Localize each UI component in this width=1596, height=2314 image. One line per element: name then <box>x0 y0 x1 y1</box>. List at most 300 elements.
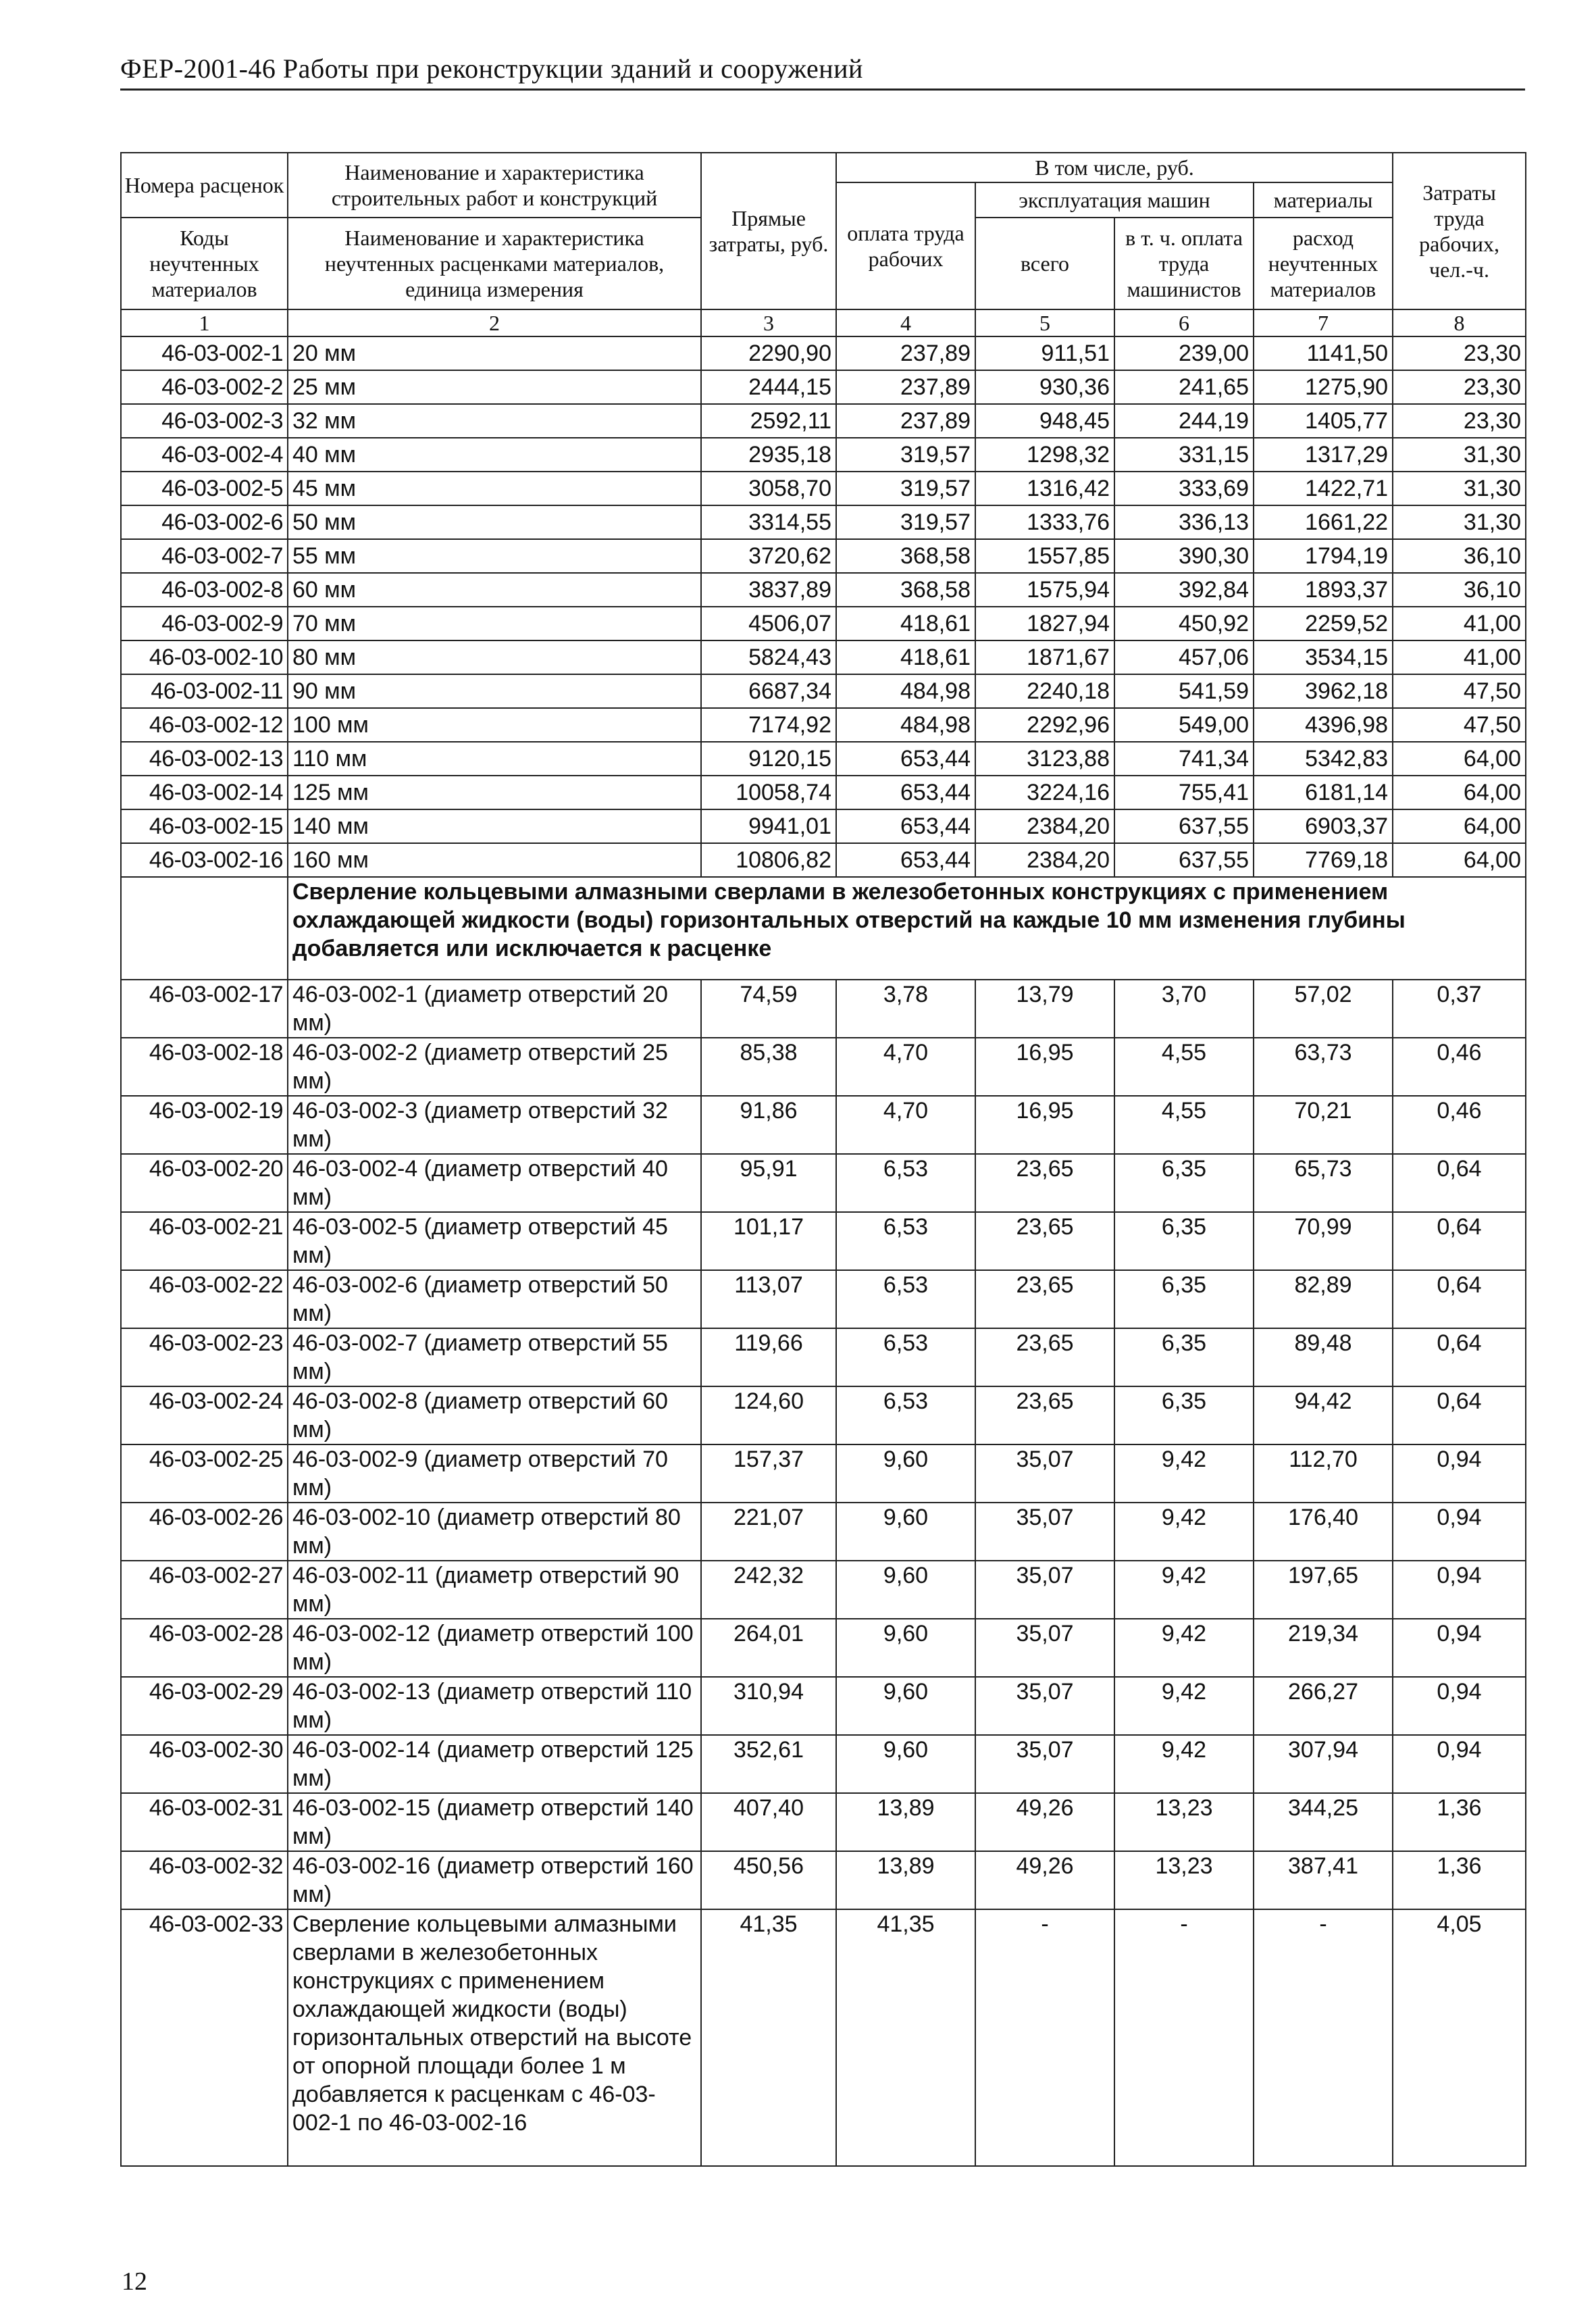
labor-hours: 41,00 <box>1393 640 1526 674</box>
header-materials: материалы <box>1254 182 1393 218</box>
header-operator-wage: в т. ч. оплата труда машинистов <box>1114 218 1254 309</box>
table-row <box>121 1386 1526 1444</box>
table-row <box>121 809 1526 843</box>
operator-wage: 9,42 <box>1114 1619 1254 1677</box>
operator-wage: 9,42 <box>1114 1677 1254 1735</box>
wage-cost: 418,61 <box>836 607 975 640</box>
materials-cost: 70,99 <box>1254 1212 1393 1270</box>
operator-wage: 9,42 <box>1114 1503 1254 1561</box>
header-material-names: Наименование и характеристика неучтенных расценками материалов, единица измерения <box>288 218 701 309</box>
labor-hours: 41,00 <box>1393 607 1526 640</box>
materials-cost: 1141,50 <box>1254 336 1393 370</box>
machine-cost: 35,07 <box>975 1561 1114 1619</box>
direct-cost: 6687,34 <box>701 674 836 708</box>
materials-cost: 7769,18 <box>1254 843 1393 877</box>
operator-wage: 13,23 <box>1114 1793 1254 1851</box>
operator-wage: 755,41 <box>1114 776 1254 809</box>
machine-cost: 13,79 <box>975 980 1114 1038</box>
operator-wage: 336,13 <box>1114 505 1254 539</box>
materials-cost: 344,25 <box>1254 1793 1393 1851</box>
table-row <box>121 1619 1526 1677</box>
materials-cost: 219,34 <box>1254 1619 1393 1677</box>
rate-code: 46-03-002-18 <box>121 1038 288 1096</box>
materials-cost: 63,73 <box>1254 1038 1393 1096</box>
rate-name: 70 мм <box>288 607 701 640</box>
operator-wage: 392,84 <box>1114 573 1254 607</box>
wage-cost: 9,60 <box>836 1444 975 1503</box>
labor-hours: 0,46 <box>1393 1096 1526 1154</box>
rate-code: 46-03-002-25 <box>121 1444 288 1503</box>
rate-name: 46-03-002-4 (диаметр отверстий 40 мм) <box>288 1154 701 1212</box>
rate-name: 80 мм <box>288 640 701 674</box>
header-labor: Затраты труда рабочих, чел.-ч. <box>1393 153 1526 309</box>
labor-hours: 31,30 <box>1393 505 1526 539</box>
materials-cost: 387,41 <box>1254 1851 1393 1909</box>
rate-name: 32 мм <box>288 404 701 438</box>
labor-hours: 64,00 <box>1393 809 1526 843</box>
rate-code: 46-03-002-12 <box>121 708 288 742</box>
wage-cost: 3,78 <box>836 980 975 1038</box>
rate-name: 60 мм <box>288 573 701 607</box>
rate-code: 46-03-002-3 <box>121 404 288 438</box>
last-row-body <box>121 1909 1526 2166</box>
header-material-consumption: расход неучтенных материалов <box>1254 218 1393 309</box>
direct-cost: 3837,89 <box>701 573 836 607</box>
direct-cost: 7174,92 <box>701 708 836 742</box>
header-machines-total: всего <box>975 218 1114 309</box>
machine-cost: 35,07 <box>975 1619 1114 1677</box>
labor-hours: 0,46 <box>1393 1038 1526 1096</box>
rate-code: 46-03-002-33 <box>121 1909 288 2166</box>
wage-cost: 9,60 <box>836 1735 975 1793</box>
column-number: 1 <box>121 309 288 336</box>
header-including: В том числе, руб. <box>836 153 1393 182</box>
column-number: 6 <box>1114 309 1254 336</box>
rate-code: 46-03-002-10 <box>121 640 288 674</box>
table-row <box>121 980 1526 1038</box>
materials-cost: 6181,14 <box>1254 776 1393 809</box>
materials-cost: 2259,52 <box>1254 607 1393 640</box>
table-row <box>121 539 1526 573</box>
table-row <box>121 1096 1526 1154</box>
wage-cost: 484,98 <box>836 708 975 742</box>
rate-name: 46-03-002-3 (диаметр отверстий 32 мм) <box>288 1096 701 1154</box>
wage-cost: 319,57 <box>836 472 975 505</box>
labor-hours: 0,37 <box>1393 980 1526 1038</box>
operator-wage: 333,69 <box>1114 472 1254 505</box>
header-machines: эксплуатация машин <box>975 182 1254 218</box>
direct-cost: 119,66 <box>701 1328 836 1386</box>
materials-cost: 4396,98 <box>1254 708 1393 742</box>
column-number: 7 <box>1254 309 1393 336</box>
table-row <box>121 776 1526 809</box>
machine-cost: 35,07 <box>975 1735 1114 1793</box>
running-header: ФЕР-2001-46 Работы при реконструкции зданий и сооружений <box>120 53 1525 91</box>
wage-cost: 653,44 <box>836 809 975 843</box>
labor-hours: 36,10 <box>1393 573 1526 607</box>
operator-wage: 244,19 <box>1114 404 1254 438</box>
table-row <box>121 1212 1526 1270</box>
rate-name: 46-03-002-13 (диаметр отверстий 110 мм) <box>288 1677 701 1735</box>
table-row <box>121 472 1526 505</box>
operator-wage: 9,42 <box>1114 1735 1254 1793</box>
rate-code: 46-03-002-15 <box>121 809 288 843</box>
labor-hours: 23,30 <box>1393 336 1526 370</box>
machine-cost: 16,95 <box>975 1096 1114 1154</box>
labor-hours: 0,94 <box>1393 1561 1526 1619</box>
labor-hours: 0,64 <box>1393 1154 1526 1212</box>
labor-hours: 23,30 <box>1393 404 1526 438</box>
materials-cost: 3534,15 <box>1254 640 1393 674</box>
direct-cost: 264,01 <box>701 1619 836 1677</box>
materials-cost: 89,48 <box>1254 1328 1393 1386</box>
operator-wage: 13,23 <box>1114 1851 1254 1909</box>
wage-cost: 653,44 <box>836 776 975 809</box>
rate-code: 46-03-002-20 <box>121 1154 288 1212</box>
table-row <box>121 336 1526 370</box>
rate-name: 46-03-002-5 (диаметр отверстий 45 мм) <box>288 1212 701 1270</box>
machine-cost: - <box>975 1909 1114 2166</box>
machine-cost: 2384,20 <box>975 843 1114 877</box>
table-row <box>121 1270 1526 1328</box>
table-row <box>121 1909 1526 2166</box>
wage-cost: 319,57 <box>836 438 975 472</box>
materials-cost: 1794,19 <box>1254 539 1393 573</box>
machine-cost: 23,65 <box>975 1386 1114 1444</box>
rate-code: 46-03-002-21 <box>121 1212 288 1270</box>
rate-code: 46-03-002-26 <box>121 1503 288 1561</box>
labor-hours: 64,00 <box>1393 843 1526 877</box>
table-row <box>121 1561 1526 1619</box>
materials-cost: 266,27 <box>1254 1677 1393 1735</box>
wage-cost: 368,58 <box>836 539 975 573</box>
table-row <box>121 370 1526 404</box>
labor-hours: 23,30 <box>1393 370 1526 404</box>
wage-cost: 237,89 <box>836 336 975 370</box>
table-row <box>121 640 1526 674</box>
table-row <box>121 674 1526 708</box>
direct-cost: 2935,18 <box>701 438 836 472</box>
rate-name: 125 мм <box>288 776 701 809</box>
operator-wage: 9,42 <box>1114 1561 1254 1619</box>
wage-cost: 6,53 <box>836 1328 975 1386</box>
operator-wage: 6,35 <box>1114 1270 1254 1328</box>
rate-name: 160 мм <box>288 843 701 877</box>
wage-cost: 653,44 <box>836 742 975 776</box>
machine-cost: 16,95 <box>975 1038 1114 1096</box>
table-row <box>121 742 1526 776</box>
machine-cost: 49,26 <box>975 1793 1114 1851</box>
operator-wage: 6,35 <box>1114 1386 1254 1444</box>
rate-code: 46-03-002-14 <box>121 776 288 809</box>
operator-wage: 6,35 <box>1114 1212 1254 1270</box>
header-rate-numbers: Номера расценок <box>121 153 288 218</box>
column-number: 3 <box>701 309 836 336</box>
labor-hours: 0,64 <box>1393 1386 1526 1444</box>
materials-cost: 5342,83 <box>1254 742 1393 776</box>
machine-cost: 948,45 <box>975 404 1114 438</box>
rate-code: 46-03-002-7 <box>121 539 288 573</box>
rate-name: 140 мм <box>288 809 701 843</box>
operator-wage: 6,35 <box>1114 1154 1254 1212</box>
machine-cost: 49,26 <box>975 1851 1114 1909</box>
machine-cost: 3123,88 <box>975 742 1114 776</box>
rate-code: 46-03-002-24 <box>121 1386 288 1444</box>
wage-cost: 319,57 <box>836 505 975 539</box>
rate-code: 46-03-002-11 <box>121 674 288 708</box>
machine-cost: 23,65 <box>975 1212 1114 1270</box>
wage-cost: 13,89 <box>836 1851 975 1909</box>
direct-cost: 95,91 <box>701 1154 836 1212</box>
wage-cost: 41,35 <box>836 1909 975 2166</box>
labor-hours: 0,94 <box>1393 1444 1526 1503</box>
wage-cost: 6,53 <box>836 1270 975 1328</box>
materials-cost: 82,89 <box>1254 1270 1393 1328</box>
rate-code: 46-03-002-30 <box>121 1735 288 1793</box>
labor-hours: 64,00 <box>1393 742 1526 776</box>
rate-name: 20 мм <box>288 336 701 370</box>
wage-cost: 368,58 <box>836 573 975 607</box>
table-row <box>121 1328 1526 1386</box>
table-row <box>121 1038 1526 1096</box>
rate-code: 46-03-002-8 <box>121 573 288 607</box>
page-number: 12 <box>122 2267 147 2296</box>
wage-cost: 13,89 <box>836 1793 975 1851</box>
machine-cost: 1316,42 <box>975 472 1114 505</box>
rate-code: 46-03-002-28 <box>121 1619 288 1677</box>
direct-cost: 91,86 <box>701 1096 836 1154</box>
materials-cost: 70,21 <box>1254 1096 1393 1154</box>
operator-wage: 241,65 <box>1114 370 1254 404</box>
machine-cost: 1871,67 <box>975 640 1114 674</box>
labor-hours: 64,00 <box>1393 776 1526 809</box>
wage-cost: 9,60 <box>836 1503 975 1561</box>
rate-code: 46-03-002-9 <box>121 607 288 640</box>
machine-cost: 23,65 <box>975 1270 1114 1328</box>
table-row <box>121 404 1526 438</box>
rate-name: 55 мм <box>288 539 701 573</box>
labor-hours: 0,94 <box>1393 1503 1526 1561</box>
table-row <box>121 708 1526 742</box>
direct-cost: 352,61 <box>701 1735 836 1793</box>
wage-cost: 9,60 <box>836 1619 975 1677</box>
operator-wage: 4,55 <box>1114 1096 1254 1154</box>
rate-code: 46-03-002-1 <box>121 336 288 370</box>
materials-cost: - <box>1254 1909 1393 2166</box>
operator-wage: - <box>1114 1909 1254 2166</box>
table-row <box>121 607 1526 640</box>
machine-cost: 1827,94 <box>975 607 1114 640</box>
rate-code: 46-03-002-5 <box>121 472 288 505</box>
materials-cost: 307,94 <box>1254 1735 1393 1793</box>
rate-name: 46-03-002-12 (диаметр отверстий 100 мм) <box>288 1619 701 1677</box>
rate-name: 46-03-002-2 (диаметр отверстий 25 мм) <box>288 1038 701 1096</box>
direct-cost: 101,17 <box>701 1212 836 1270</box>
wage-cost: 6,53 <box>836 1154 975 1212</box>
labor-hours: 31,30 <box>1393 438 1526 472</box>
rate-name: 90 мм <box>288 674 701 708</box>
operator-wage: 3,70 <box>1114 980 1254 1038</box>
operator-wage: 331,15 <box>1114 438 1254 472</box>
labor-hours: 0,64 <box>1393 1328 1526 1386</box>
rate-name: 46-03-002-11 (диаметр отверстий 90 мм) <box>288 1561 701 1619</box>
direct-cost: 85,38 <box>701 1038 836 1096</box>
rate-code: 46-03-002-22 <box>121 1270 288 1328</box>
extension-rates-body <box>121 980 1526 1909</box>
materials-cost: 1661,22 <box>1254 505 1393 539</box>
rate-code: 46-03-002-31 <box>121 1793 288 1851</box>
machine-cost: 23,65 <box>975 1328 1114 1386</box>
labor-hours: 0,94 <box>1393 1735 1526 1793</box>
wage-cost: 6,53 <box>836 1386 975 1444</box>
operator-wage: 450,92 <box>1114 607 1254 640</box>
column-number: 4 <box>836 309 975 336</box>
wage-cost: 653,44 <box>836 843 975 877</box>
header-work-name: Наименование и характеристика строительных работ и конструкций <box>288 153 701 218</box>
rate-name: 46-03-002-1 (диаметр отверстий 20 мм) <box>288 980 701 1038</box>
operator-wage: 390,30 <box>1114 539 1254 573</box>
header-material-codes: Коды неучтенных материалов <box>121 218 288 309</box>
rate-name: 100 мм <box>288 708 701 742</box>
section-title: Сверление кольцевыми алмазными сверлами в железобетонных конструкциях с применением охлаждающей жидкости (воды) горизонтальных отверстий на каждые 10 мм изменения глубины добавляется или исключается к расценке <box>288 877 1526 980</box>
wage-cost: 6,53 <box>836 1212 975 1270</box>
materials-cost: 1893,37 <box>1254 573 1393 607</box>
operator-wage: 741,34 <box>1114 742 1254 776</box>
table-row <box>121 438 1526 472</box>
direct-cost: 10058,74 <box>701 776 836 809</box>
labor-hours: 47,50 <box>1393 674 1526 708</box>
operator-wage: 541,59 <box>1114 674 1254 708</box>
table-row <box>121 843 1526 877</box>
direct-cost: 3314,55 <box>701 505 836 539</box>
table-row <box>121 1677 1526 1735</box>
direct-cost: 4506,07 <box>701 607 836 640</box>
column-numbers-row <box>121 309 1526 336</box>
materials-cost: 112,70 <box>1254 1444 1393 1503</box>
column-number: 5 <box>975 309 1114 336</box>
direct-cost: 450,56 <box>701 1851 836 1909</box>
materials-cost: 1405,77 <box>1254 404 1393 438</box>
materials-cost: 197,65 <box>1254 1561 1393 1619</box>
labor-hours: 36,10 <box>1393 539 1526 573</box>
rate-name: 50 мм <box>288 505 701 539</box>
operator-wage: 6,35 <box>1114 1328 1254 1386</box>
labor-hours: 31,30 <box>1393 472 1526 505</box>
rate-name: 25 мм <box>288 370 701 404</box>
rate-code: 46-03-002-29 <box>121 1677 288 1735</box>
direct-cost: 113,07 <box>701 1270 836 1328</box>
table-row <box>121 1851 1526 1909</box>
wage-cost: 4,70 <box>836 1096 975 1154</box>
rate-name: 46-03-002-9 (диаметр отверстий 70 мм) <box>288 1444 701 1503</box>
labor-hours: 1,36 <box>1393 1793 1526 1851</box>
rate-name: 46-03-002-14 (диаметр отверстий 125 мм) <box>288 1735 701 1793</box>
labor-hours: 4,05 <box>1393 1909 1526 2166</box>
wage-cost: 237,89 <box>836 370 975 404</box>
table-row <box>121 1444 1526 1503</box>
wage-cost: 418,61 <box>836 640 975 674</box>
machine-cost: 3224,16 <box>975 776 1114 809</box>
wage-cost: 4,70 <box>836 1038 975 1096</box>
rate-code: 46-03-002-2 <box>121 370 288 404</box>
table-row <box>121 1154 1526 1212</box>
rate-code: 46-03-002-23 <box>121 1328 288 1386</box>
materials-cost: 57,02 <box>1254 980 1393 1038</box>
table-row <box>121 573 1526 607</box>
direct-cost: 41,35 <box>701 1909 836 2166</box>
materials-cost: 1275,90 <box>1254 370 1393 404</box>
rate-name: 46-03-002-8 (диаметр отверстий 60 мм) <box>288 1386 701 1444</box>
machine-cost: 35,07 <box>975 1677 1114 1735</box>
wage-cost: 484,98 <box>836 674 975 708</box>
column-number: 2 <box>288 309 701 336</box>
machine-cost: 35,07 <box>975 1444 1114 1503</box>
direct-cost: 2592,11 <box>701 404 836 438</box>
machine-cost: 2292,96 <box>975 708 1114 742</box>
direct-cost: 3058,70 <box>701 472 836 505</box>
section-heading-body <box>121 877 1526 980</box>
direct-cost: 124,60 <box>701 1386 836 1444</box>
direct-cost: 221,07 <box>701 1503 836 1561</box>
materials-cost: 1317,29 <box>1254 438 1393 472</box>
table-row <box>121 1793 1526 1851</box>
rate-code: 46-03-002-32 <box>121 1851 288 1909</box>
operator-wage: 549,00 <box>1114 708 1254 742</box>
materials-cost: 176,40 <box>1254 1503 1393 1561</box>
rate-code: 46-03-002-16 <box>121 843 288 877</box>
rate-code: 46-03-002-19 <box>121 1096 288 1154</box>
materials-cost: 94,42 <box>1254 1386 1393 1444</box>
labor-hours: 1,36 <box>1393 1851 1526 1909</box>
direct-cost: 157,37 <box>701 1444 836 1503</box>
materials-cost: 65,73 <box>1254 1154 1393 1212</box>
table-header <box>121 153 1526 336</box>
direct-cost: 9120,15 <box>701 742 836 776</box>
wage-cost: 9,60 <box>836 1561 975 1619</box>
rate-name: Сверление кольцевыми алмазными сверлами в железобетонных конструкциях с применением охлаждающей жидкости (воды) горизонтальных отверстий на высоте от опорной площади более 1 м добавляется к расценкам с 46-03-002-1 по 46-03-002-16 <box>288 1909 701 2166</box>
labor-hours: 0,94 <box>1393 1677 1526 1735</box>
machine-cost: 23,65 <box>975 1154 1114 1212</box>
rate-code: 46-03-002-4 <box>121 438 288 472</box>
direct-cost: 9941,01 <box>701 809 836 843</box>
rate-name: 46-03-002-15 (диаметр отверстий 140 мм) <box>288 1793 701 1851</box>
direct-cost: 2290,90 <box>701 336 836 370</box>
rate-name: 110 мм <box>288 742 701 776</box>
labor-hours: 0,64 <box>1393 1212 1526 1270</box>
machine-cost: 1333,76 <box>975 505 1114 539</box>
labor-hours: 0,64 <box>1393 1270 1526 1328</box>
direct-cost: 2444,15 <box>701 370 836 404</box>
direct-cost: 407,40 <box>701 1793 836 1851</box>
rate-code: 46-03-002-6 <box>121 505 288 539</box>
materials-cost: 1422,71 <box>1254 472 1393 505</box>
rate-name: 46-03-002-16 (диаметр отверстий 160 мм) <box>288 1851 701 1909</box>
table-row <box>121 1735 1526 1793</box>
direct-cost: 242,32 <box>701 1561 836 1619</box>
machine-cost: 1298,32 <box>975 438 1114 472</box>
labor-hours: 0,94 <box>1393 1619 1526 1677</box>
direct-cost: 10806,82 <box>701 843 836 877</box>
machine-cost: 2384,20 <box>975 809 1114 843</box>
operator-wage: 4,55 <box>1114 1038 1254 1096</box>
column-number: 8 <box>1393 309 1526 336</box>
machine-cost: 1575,94 <box>975 573 1114 607</box>
materials-cost: 6903,37 <box>1254 809 1393 843</box>
materials-cost: 3962,18 <box>1254 674 1393 708</box>
operator-wage: 9,42 <box>1114 1444 1254 1503</box>
rate-name: 46-03-002-10 (диаметр отверстий 80 мм) <box>288 1503 701 1561</box>
direct-cost: 74,59 <box>701 980 836 1038</box>
